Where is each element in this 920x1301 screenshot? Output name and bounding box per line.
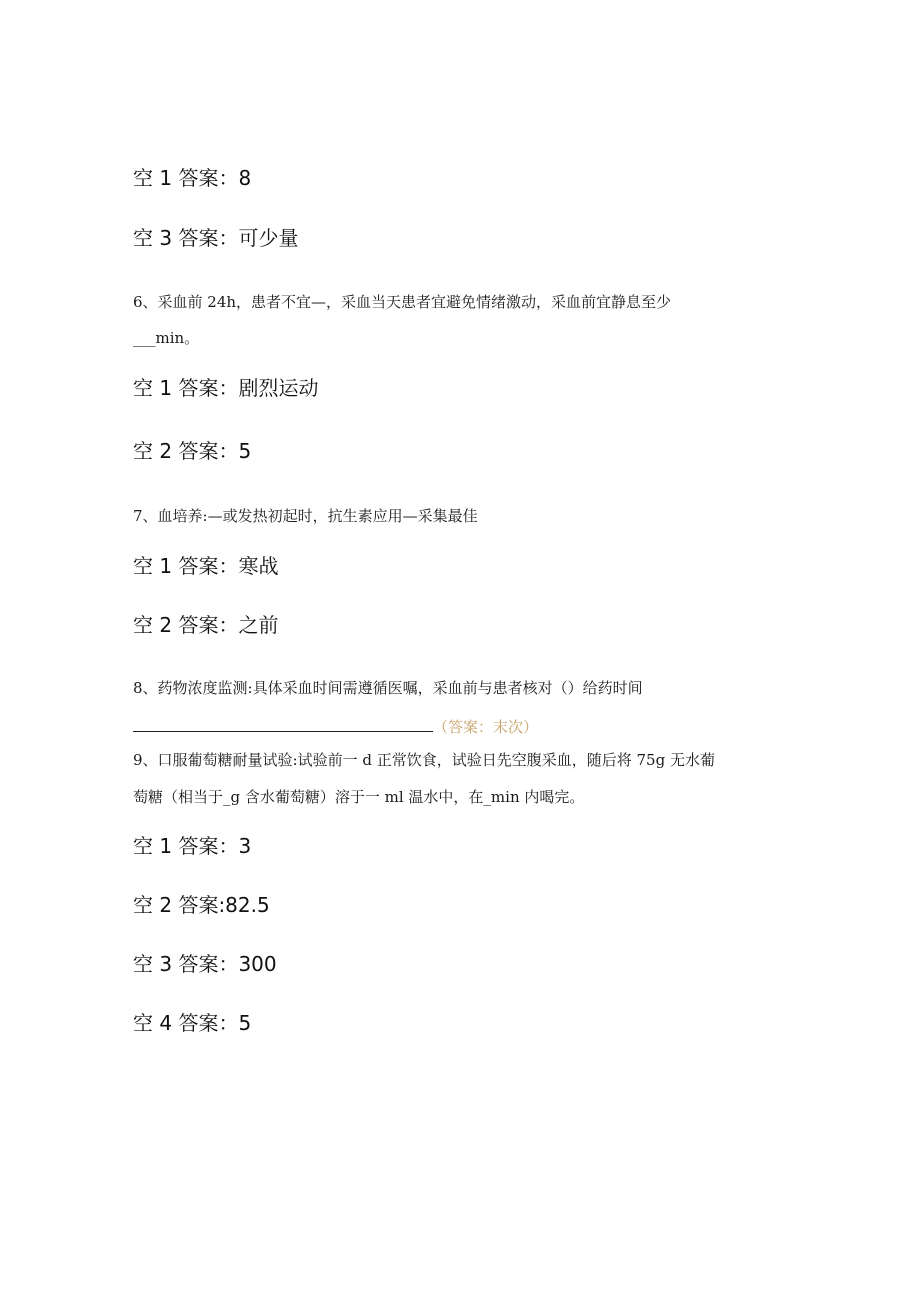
q5-answer-1: 空 1 答案：8 xyxy=(133,166,252,190)
q6-text-line1: 6、采血前 24h，患者不宜—，采血当天患者宜避免情绪激动，采血前宜静息至少 xyxy=(133,293,672,311)
q8-fill-blank xyxy=(133,715,433,732)
q9-answer-2: 空 2 答案:82.5 xyxy=(133,893,270,917)
q5-answer-3: 空 3 答案：可少量 xyxy=(133,226,299,250)
q8-blank-row xyxy=(133,715,538,738)
q9-answer-4: 空 4 答案：5 xyxy=(133,1011,252,1035)
q7-answer-1: 空 1 答案：寒战 xyxy=(133,554,279,578)
q6-answer-1: 空 1 答案：剧烈运动 xyxy=(133,376,319,400)
q7-text: 7、血培养:—或发热初起时，抗生素应用—采集最佳 xyxy=(133,507,478,525)
q9-answer-3: 空 3 答案：300 xyxy=(133,952,277,976)
q8-answer-hint: （答案：末次） xyxy=(433,718,539,736)
q7-answer-2: 空 2 答案：之前 xyxy=(133,613,279,637)
q9-text-line1: 9、口服葡萄糖耐量试验:试验前一 d 正常饮食，试验日先空腹采血，随后将 75g 无水葡 xyxy=(133,751,715,769)
q8-text: 8、药物浓度监测:具体采血时间需遵循医嘱，采血前与患者核对（）给药时间 xyxy=(133,679,643,697)
q9-text-line2: 萄糖（相当于_g 含水葡萄糖）溶于一 ml 温水中，在_min 内喝完。 xyxy=(133,788,585,806)
q6-text-line2: ___min。 xyxy=(133,329,200,347)
q6-answer-2: 空 2 答案：5 xyxy=(133,439,252,463)
q9-answer-1: 空 1 答案：3 xyxy=(133,834,252,858)
